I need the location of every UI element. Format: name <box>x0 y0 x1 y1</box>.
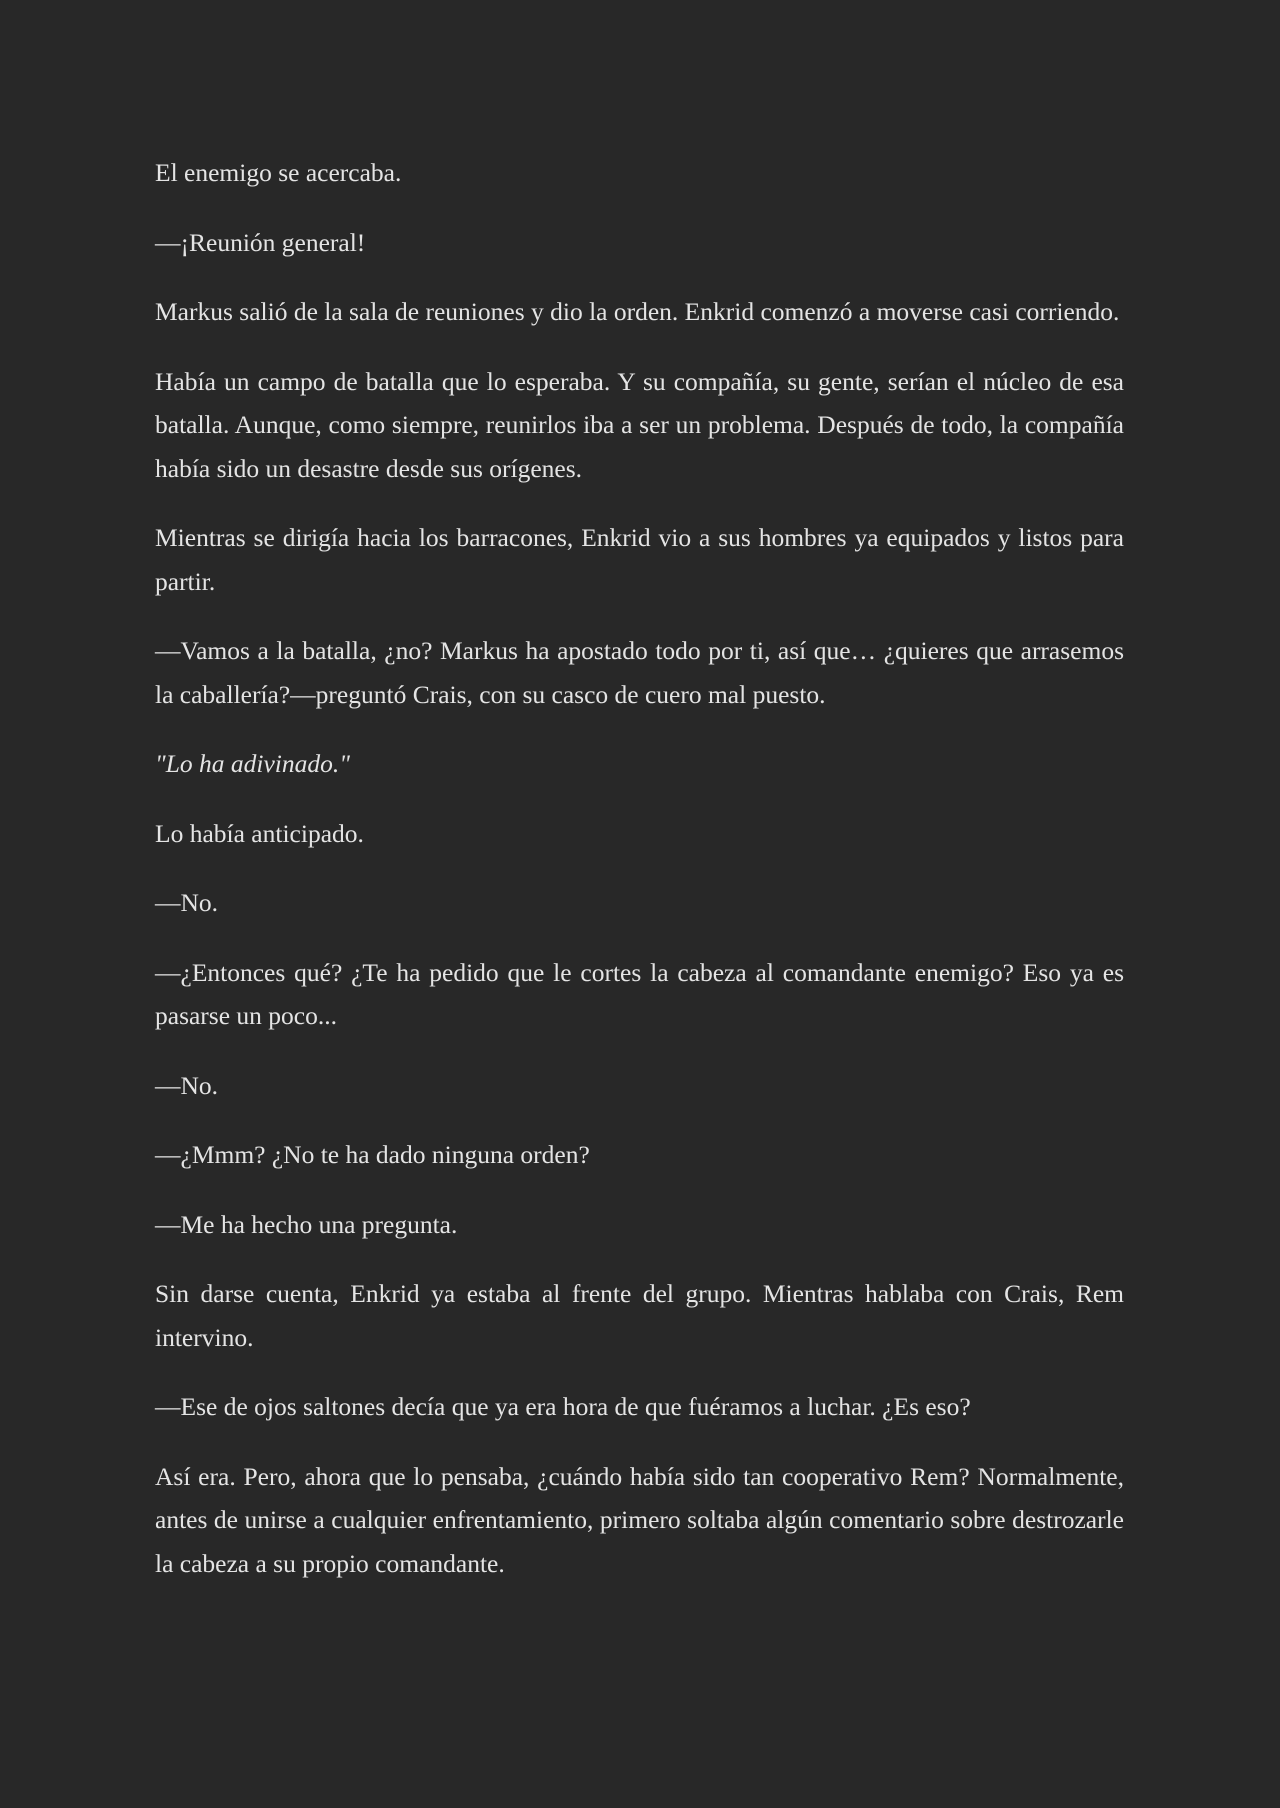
paragraph: Sin darse cuenta, Enkrid ya estaba al frente del grupo. Mientras hablaba con Crais, Rem intervino. <box>155 1279 1124 1352</box>
paragraph: El enemigo se acercaba. <box>155 158 402 187</box>
paragraph: —¡Reunión general! <box>155 227 366 257</box>
paragraph: —¿Mmm? ¿No te ha dado ninguna orden? <box>155 1140 590 1169</box>
paragraph: Lo había anticipado. <box>155 818 364 848</box>
paragraph-italic-thought: "Lo ha adivinado." <box>155 749 350 778</box>
paragraph: —Vamos a la batalla, ¿no? Markus ha apostado todo por ti, así que… ¿quieres que arrasemos la caballería?—preguntó Crais, con su casco de cuero mal puesto. <box>155 636 1124 709</box>
paragraph: —¿Entonces qué? ¿Te ha pedido que le cortes la cabeza al comandante enemigo? Eso ya es pasarse un poco... <box>155 957 1124 1030</box>
paragraph: Había un campo de batalla que lo esperaba. Y su compañía, su gente, serían el núcleo de esa batalla. Aunque, como siempre, reunirlos iba a ser un problema. Después de todo, la compañía había sido un desastre desde sus orígenes. <box>155 366 1124 483</box>
paragraph: Así era. Pero, ahora que lo pensaba, ¿cuándo había sido tan cooperativo Rem? Normalmente, antes de unirse a cualquier enfrentamiento, primero soltaba algún comentario sobre destrozarle la cabeza a su propio comandante. <box>155 1461 1124 1578</box>
paragraph: Markus salió de la sala de reuniones y dio la orden. Enkrid comenzó a moverse casi corriendo. <box>155 297 1120 326</box>
paragraph: —No. <box>155 888 219 917</box>
paragraph: —No. <box>155 1070 219 1100</box>
paragraph: —Me ha hecho una pregunta. <box>155 1209 458 1239</box>
paragraph: —Ese de ojos saltones decía que ya era hora de que fuéramos a luchar. ¿Es eso? <box>155 1392 971 1421</box>
chapter-text <box>155 151 1124 1585</box>
paragraph: Mientras se dirigía hacia los barracones, Enkrid vio a sus hombres ya equipados y listos para partir. <box>155 523 1124 596</box>
